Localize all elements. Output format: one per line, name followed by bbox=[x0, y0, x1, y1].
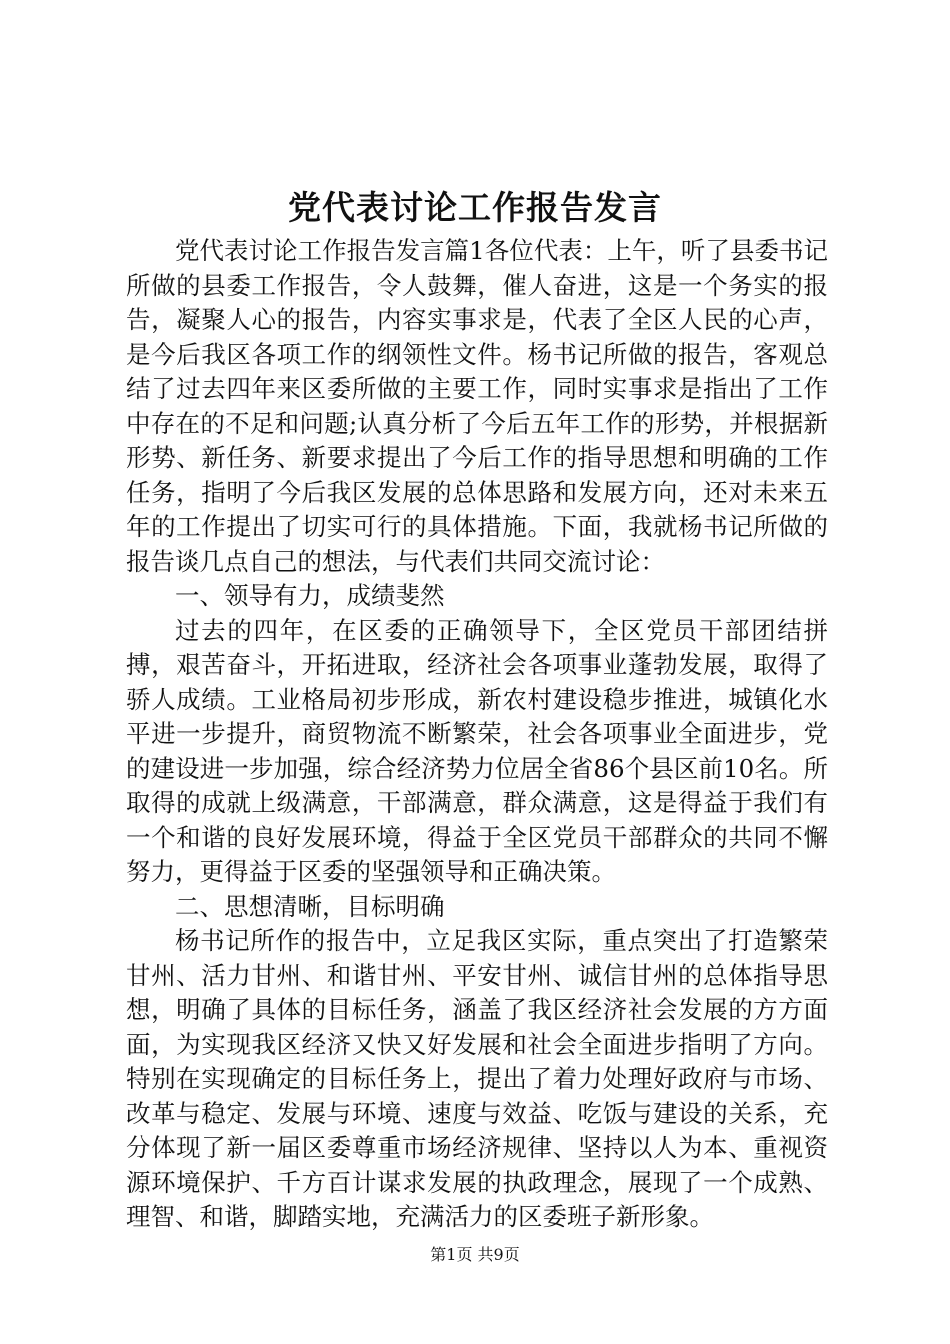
document-title: 党代表讨论工作报告发言 bbox=[288, 188, 662, 227]
page-footer: 第1页 共9页 bbox=[430, 1245, 520, 1264]
section-2-paragraph: 杨书记所作的报告中，立足我区实际，重点突出了打造繁荣甘州、活力甘州、和谐甘州、平安甘州、诚信甘州的总体指导思想，明确了具体的目标任务，涵盖了我区经济社会发展的方方面面，为实现我区经济又快又好发展和社会全面进步指明了方向。特别在实现确定的目标任务上，提出了着力处理好政府与市场、改革与稳定、发展与环境、速度与效益、吃饭与建设的关系，充分体现了新一届区委尊重市场经济规律、坚持以人为本、重视资源环境保护、千方百计谋求发展的执政理念，展现了一个成熟、理智、和谐，脚踏实地，充满活力的区委班子新形象。 bbox=[126, 926, 828, 1231]
document-body bbox=[126, 234, 828, 1235]
section-heading-2: 二、思想清晰，目标明确 bbox=[175, 891, 445, 921]
section-1-paragraph: 过去的四年，在区委的正确领导下，全区党员干部团结拼搏，艰苦奋斗，开拓进取，经济社会各项事业蓬勃发展，取得了骄人成绩。工业格局初步形成，新农村建设稳步推进，城镇化水平进一步提升，商贸物流不断繁荣，社会各项事业全面进步，党的建设进一步加强，综合经济势力位居全省86个县区前10名。所取得的成就上级满意，干部满意，群众满意，这是得益于我们有一个和谐的良好发展环境，得益于全区党员干部群众的共同不懈努力，更得益于区委的坚强领导和正确决策。 bbox=[126, 615, 828, 886]
intro-paragraph: 党代表讨论工作报告发言篇1各位代表：上午，听了县委书记所做的县委工作报告，令人鼓舞，催人奋进，这是一个务实的报告，凝聚人心的报告，内容实事求是，代表了全区人民的心声，是今后我区各项工作的纲领性文件。杨书记所做的报告，客观总结了过去四年来区委所做的主要工作，同时实事求是指出了工作中存在的不足和问题;认真分析了今后五年工作的形势，并根据新形势、新任务、新要求提出了今后工作的指导思想和明确的工作任务，指明了今后我区发展的总体思路和发展方向，还对未来五年的工作提出了切实可行的具体措施。下面，我就杨书记所做的报告谈几点自己的想法，与代表们共同交流讨论： bbox=[126, 236, 828, 576]
section-heading-1: 一、领导有力，成绩斐然 bbox=[175, 581, 445, 610]
